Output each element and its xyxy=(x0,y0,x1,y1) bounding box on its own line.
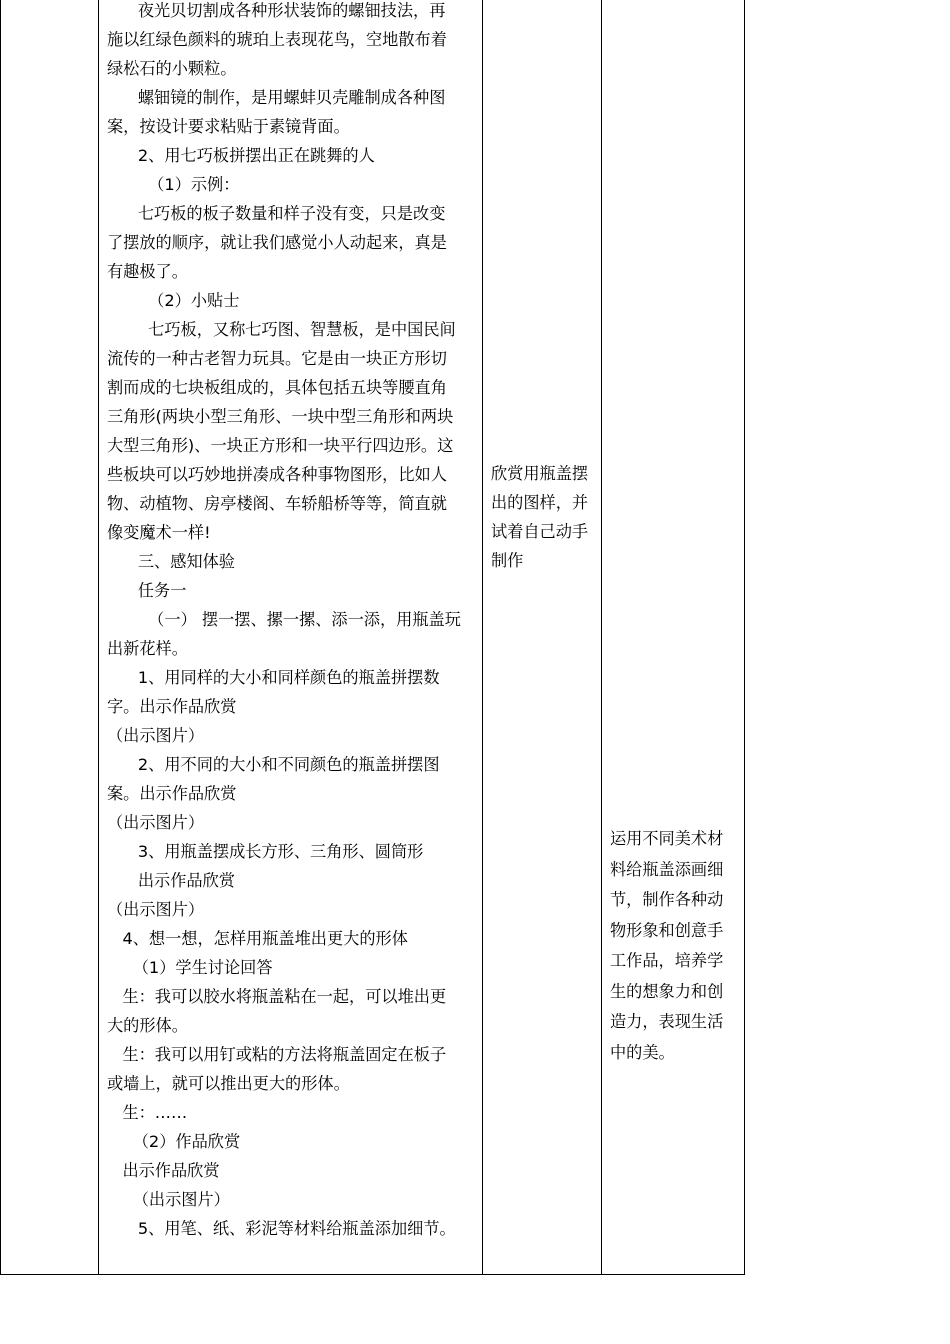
content-line: 了摆放的顺序，就让我们感觉小人动起来，真是 xyxy=(107,233,447,252)
column-divider-3 xyxy=(601,0,602,1275)
student-activity-line: 试着自己动手 xyxy=(491,522,589,541)
content-line: 三角形(两块小型三角形、一块中型三角形和两块 xyxy=(107,407,454,426)
content-line: 生：…… xyxy=(107,1103,188,1122)
content-line: 3、用瓶盖摆成长方形、三角形、圆筒形 xyxy=(107,842,424,861)
content-line: 1、用同样的大小和同样颜色的瓶盖拼摆数 xyxy=(107,668,440,687)
content-line: 像变魔术一样! xyxy=(107,523,211,542)
content-line: 2、用不同的大小和不同颜色的瓶盖拼摆图 xyxy=(107,755,440,774)
content-line: 出示作品欣赏 xyxy=(107,871,235,890)
content-line: 或墙上，就可以推出更大的形体。 xyxy=(107,1074,350,1093)
content-line: 三、感知体验 xyxy=(107,552,235,571)
student-activity-line: 欣赏用瓶盖摆 xyxy=(491,464,589,483)
student-activity-line: 制作 xyxy=(491,551,524,570)
student-activity-line: 出的图样，并 xyxy=(491,493,589,512)
content-line: （出示图片） xyxy=(107,1190,230,1209)
student-activity-column xyxy=(491,459,595,575)
content-line: 2、用七巧板拼摆出正在跳舞的人 xyxy=(107,146,375,165)
column-divider-1 xyxy=(98,0,99,1275)
design-intent-line: 节，制作各种动 xyxy=(610,890,724,909)
teaching-content-column xyxy=(107,0,477,1243)
design-intent-line: 料给瓶盖添画细 xyxy=(610,859,724,879)
content-line: 绿松石的小颗粒。 xyxy=(107,59,237,78)
design-intent-line: 工作品，培养学 xyxy=(610,951,724,970)
content-line: 流传的一种古老智力玩具。它是由一块正方形切 xyxy=(107,349,447,368)
content-line: （一） 摆一摆、摞一摞、添一添，用瓶盖玩 xyxy=(107,610,461,629)
content-line: （1）学生讨论回答 xyxy=(107,958,273,977)
content-line: 些板块可以巧妙地拼凑成各种事物图形，比如人 xyxy=(107,465,447,484)
column-divider-2 xyxy=(482,0,483,1275)
content-line: （出示图片） xyxy=(107,726,205,745)
content-line: 大型三角形)、一块正方形和一块平行四边形。这 xyxy=(107,436,454,455)
content-line: （1）示例： xyxy=(107,175,240,194)
content-line: 有趣极了。 xyxy=(107,262,188,281)
content-line: 七巧板，又称七巧图、智慧板，是中国民间 xyxy=(107,320,456,339)
content-line: 螺钿镜的制作，是用螺蚌贝壳雕制成各种图 xyxy=(107,88,446,107)
content-line: 案，按设计要求粘贴于素镜背面。 xyxy=(107,117,350,136)
design-intent-line: 中的美。 xyxy=(610,1042,675,1062)
content-line: 4、想一想，怎样用瓶盖堆出更大的形体 xyxy=(107,929,408,948)
design-intent-line: 运用不同美术材 xyxy=(610,829,724,848)
design-intent-line: 物形象和创意手 xyxy=(610,920,724,940)
design-intent-line: 生的想象力和创 xyxy=(610,981,724,1001)
content-line: 物、动植物、房亭楼阁、车轿船桥等等，简直就 xyxy=(107,494,447,513)
content-line: （2）作品欣赏 xyxy=(107,1132,241,1151)
content-line: 生：我可以胶水将瓶盖粘在一起，可以堆出更 xyxy=(107,987,447,1006)
content-line: 字。出示作品欣赏 xyxy=(107,697,237,716)
content-line: （2）小贴士 xyxy=(107,291,240,310)
content-line: 案。出示作品欣赏 xyxy=(107,784,237,803)
design-intent-column xyxy=(610,824,740,1068)
design-intent-line: 造力，表现生活 xyxy=(610,1012,724,1031)
table-border-left xyxy=(0,0,1,1275)
content-line: 夜光贝切割成各种形状装饰的螺钿技法，再 xyxy=(107,1,446,20)
content-line: 5、用笔、纸、彩泥等材料给瓶盖添加细节。 xyxy=(107,1219,456,1238)
content-line: 出新花样。 xyxy=(107,639,188,658)
content-line: 任务一 xyxy=(107,581,187,600)
content-line: （出示图片） xyxy=(107,900,205,919)
content-line: 割而成的七块板组成的，具体包括五块等腰直角 xyxy=(107,378,447,397)
content-line: （出示图片） xyxy=(107,813,205,832)
content-line: 大的形体。 xyxy=(107,1016,188,1035)
content-line: 生：我可以用钉或粘的方法将瓶盖固定在板子 xyxy=(107,1045,447,1064)
content-line: 施以红绿色颜料的琥珀上表现花鸟，空地散布着 xyxy=(107,30,447,49)
content-line: 出示作品欣赏 xyxy=(107,1161,220,1180)
content-line: 七巧板的板子数量和样子没有变，只是改变 xyxy=(107,204,446,223)
